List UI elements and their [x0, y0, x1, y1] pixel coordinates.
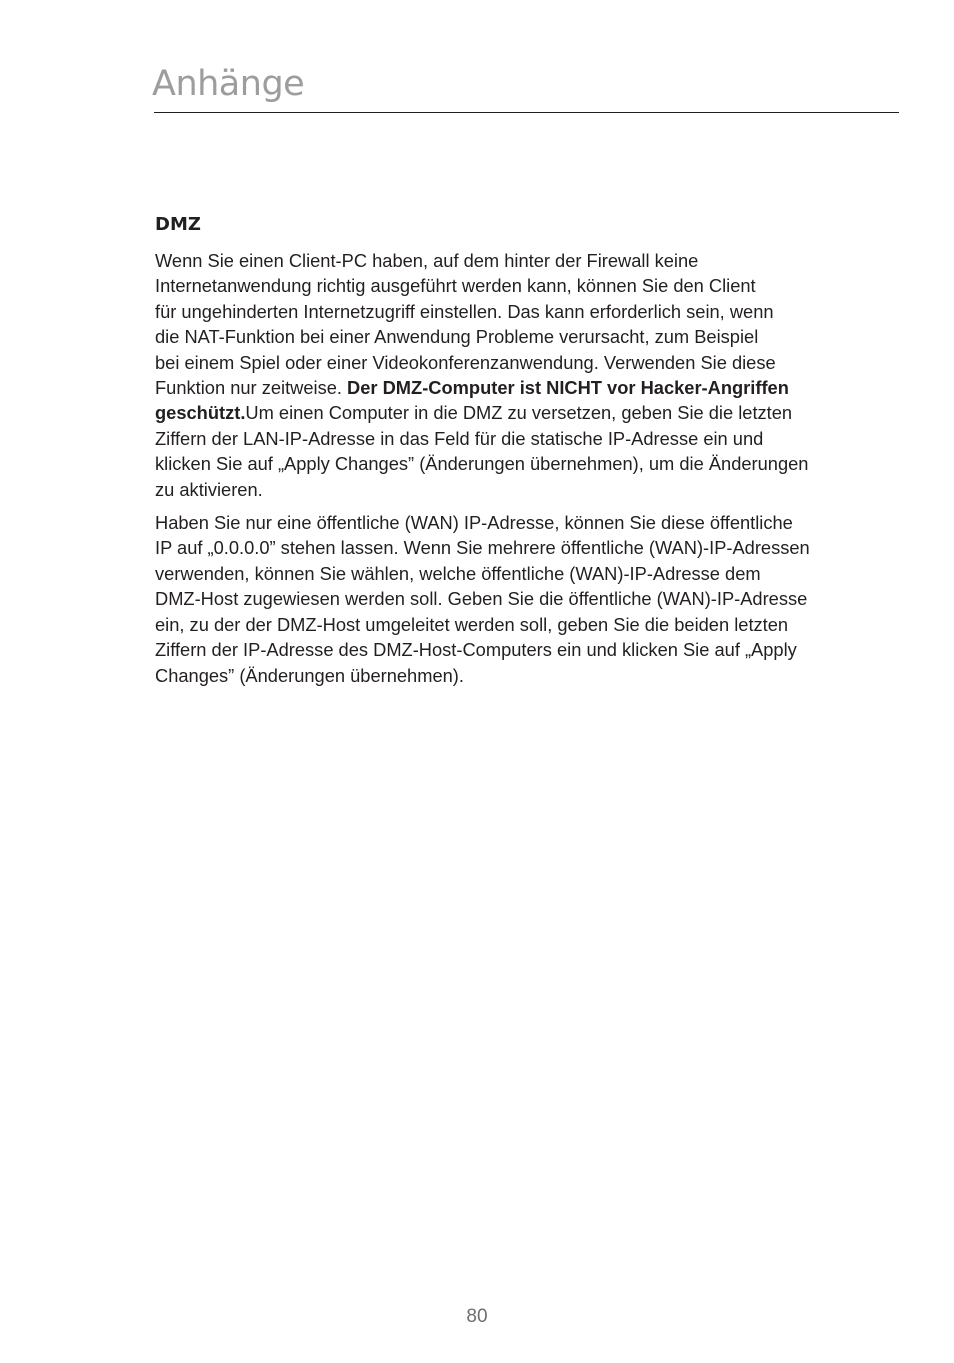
text-line: bei einem Spiel oder einer Videokonferenzanwendung. Verwenden Sie diese [155, 351, 776, 373]
text-line: klicken Sie auf „Apply Changes” (Änderungen übernehmen), um die Änderungen [155, 453, 809, 475]
text-line: Changes” (Änderungen übernehmen). [155, 664, 464, 686]
text-line: zu aktivieren. [155, 478, 263, 500]
text-line [155, 375, 890, 400]
title-divider [154, 112, 899, 113]
section-heading: DMZ [155, 214, 201, 235]
page-title: Anhänge [152, 64, 305, 104]
text-line: verwenden, können Sie wählen, welche öffentliche (WAN)-IP-Adresse dem [155, 562, 761, 584]
text-line: die NAT-Funktion bei einer Anwendung Probleme verursacht, zum Beispiel [155, 326, 759, 348]
warning-text: geschützt. [155, 402, 246, 424]
dmz-section [155, 212, 890, 696]
text-line: Haben Sie nur eine öffentliche (WAN) IP-Adresse, können Sie diese öffentliche [155, 512, 793, 534]
text-line: DMZ-Host zugewiesen werden soll. Geben Sie die öffentliche (WAN)-IP-Adresse [155, 588, 808, 610]
text-run: Funktion nur zeitweise. [155, 377, 348, 399]
paragraph-2 [155, 510, 890, 688]
text-line: Wenn Sie einen Client-PC haben, auf dem hinter der Firewall keine [155, 250, 699, 271]
text-line: Ziffern der IP-Adresse des DMZ-Host-Computers ein und klicken Sie auf „Apply [155, 639, 797, 661]
page-number: 80 [466, 1306, 488, 1327]
text-line: IP auf „0.0.0.0” stehen lassen. Wenn Sie mehrere öffentliche (WAN)-IP-Adressen [155, 537, 810, 559]
warning-text: Der DMZ-Computer ist NICHT vor Hacker-Angriffen [347, 377, 789, 399]
text-line: für ungehinderten Internetzugriff einstellen. Das kann erforderlich sein, wenn [155, 300, 774, 322]
text-run: Um einen Computer in die DMZ zu versetzen, geben Sie die letzten [245, 402, 793, 424]
text-line: ein, zu der der DMZ-Host umgeleitet werden soll, geben Sie die beiden letzten [155, 613, 789, 635]
text-line [155, 400, 890, 425]
text-line: Ziffern der LAN-IP-Adresse in das Feld für die statische IP-Adresse ein und [155, 427, 764, 449]
paragraph-1 [155, 248, 890, 502]
text-line: Internetanwendung richtig ausgeführt werden kann, können Sie den Client [155, 275, 756, 297]
